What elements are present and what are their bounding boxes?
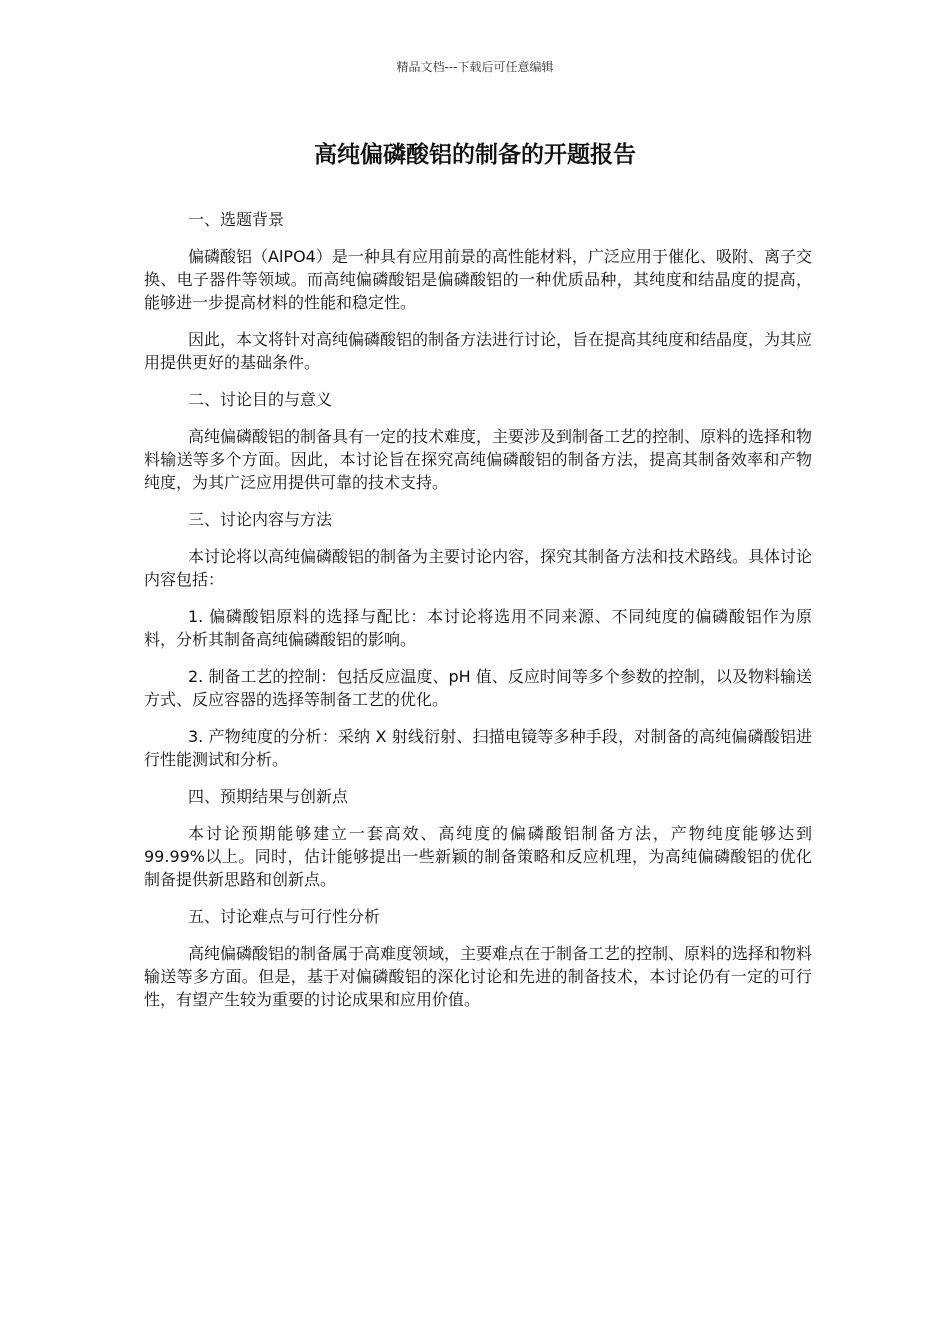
page-header: 精品文档---下载后可任意编辑 bbox=[396, 60, 554, 74]
section-heading-feasibility: 五、讨论难点与可行性分析 bbox=[188, 907, 381, 926]
document-body bbox=[144, 208, 812, 1025]
section-heading-purpose: 二、讨论目的与意义 bbox=[188, 390, 333, 409]
section-heading-background: 一、选题背景 bbox=[188, 210, 285, 229]
paragraph-purpose-1: 高纯偏磷酸铝的制备具有一定的技术难度，主要涉及到制备工艺的控制、原料的选择和物料输送等多个方面。因此，本讨论旨在探究高纯偏磷酸铝的制备方法，提高其制备效率和产物纯度，为其广泛应用提供可靠的技术支持。 bbox=[144, 427, 813, 492]
paragraph-background-2: 因此，本文将针对高纯偏磷酸铝的制备方法进行讨论，旨在提高其纯度和结晶度，为其应用提供更好的基础条件。 bbox=[144, 330, 813, 372]
list-item-process-control: 2. 制备工艺的控制：包括反应温度、pH 值、反应时间等多个参数的控制，以及物料输送方式、反应容器的选择等制备工艺的优化。 bbox=[144, 667, 812, 709]
paragraph-feasibility: 高纯偏磷酸铝的制备属于高难度领域，主要难点在于制备工艺的控制、原料的选择和物料输送等多方面。但是，基于对偏磷酸铝的深化讨论和先进的制备技术，本讨论仍有一定的可行性，有望产生较为重要的讨论成果和应用价值。 bbox=[144, 944, 813, 1009]
paragraph-content-intro: 本讨论将以高纯偏磷酸铝的制备为主要讨论内容，探究其制备方法和技术路线。具体讨论内容包括： bbox=[144, 547, 813, 589]
list-item-raw-materials: 1. 偏磷酸铝原料的选择与配比：本讨论将选用不同来源、不同纯度的偏磷酸铝作为原料，分析其制备高纯偏磷酸铝的影响。 bbox=[144, 607, 812, 649]
document-title: 高纯偏磷酸铝的制备的开题报告 bbox=[314, 142, 636, 168]
paragraph-expected-results: 本讨论预期能够建立一套高效、高纯度的偏磷酸铝制备方法，产物纯度能够达到 99.99%以上。同时，估计能够提出一些新颖的制备策略和反应机理，为高纯偏磷酸铝的优化制备提供新思路和创新点。 bbox=[144, 824, 812, 889]
section-heading-content-methods: 三、讨论内容与方法 bbox=[188, 510, 333, 529]
paragraph-background-1: 偏磷酸铝（AlPO4）是一种具有应用前景的高性能材料，广泛应用于催化、吸附、离子交换、电子器件等领域。而高纯偏磷酸铝是偏磷酸铝的一种优质品种，其纯度和结晶度的提高，能够进一步提高材料的性能和稳定性。 bbox=[144, 247, 812, 312]
section-heading-expected-results: 四、预期结果与创新点 bbox=[188, 787, 349, 806]
list-item-purity-analysis: 3. 产物纯度的分析：采纳 X 射线衍射、扫描电镜等多种手段，对制备的高纯偏磷酸铝进行性能测试和分析。 bbox=[144, 727, 812, 769]
